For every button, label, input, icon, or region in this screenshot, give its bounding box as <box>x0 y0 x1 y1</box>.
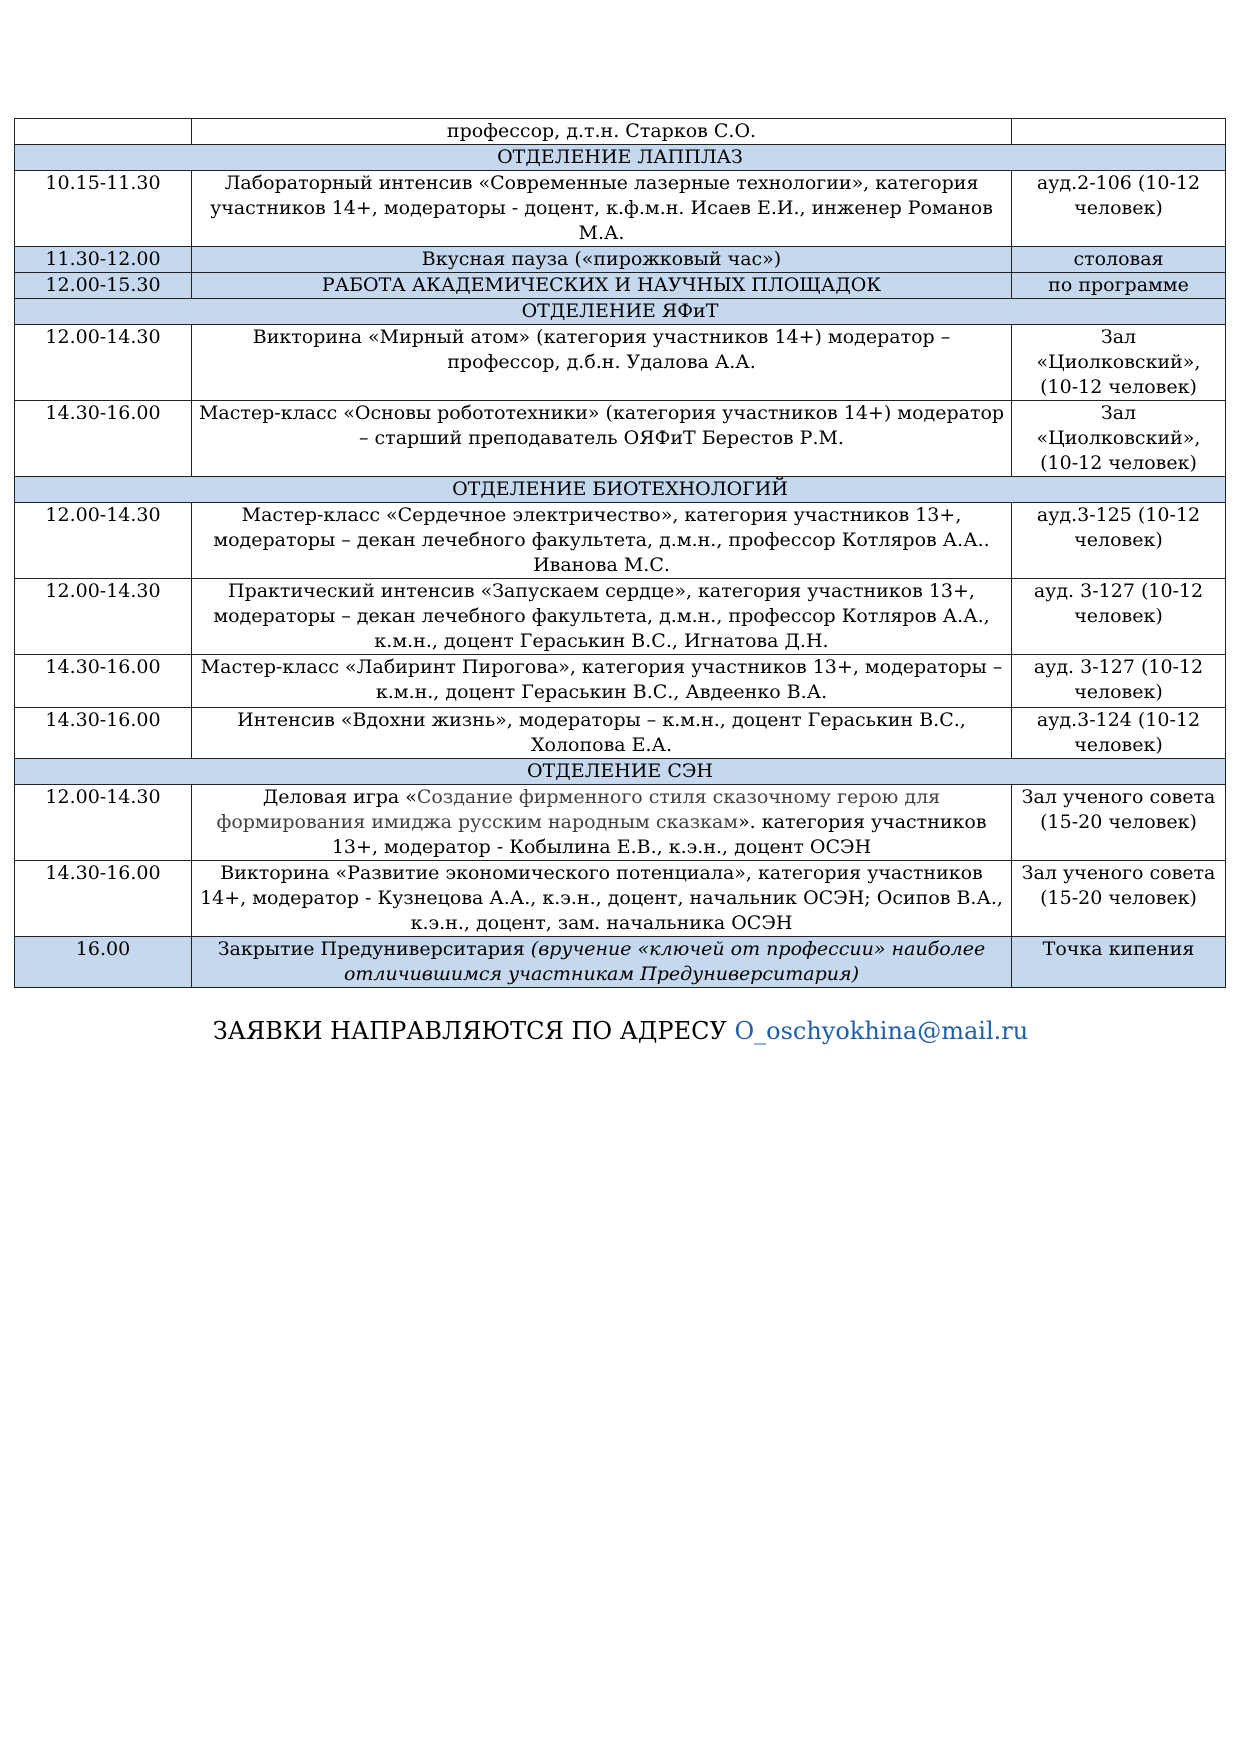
time-cell: 10.15-11.30 <box>15 171 192 247</box>
place-cell: Зал «Циолковский», (10-12 человек) <box>1012 401 1226 477</box>
place-cell: столовая <box>1012 247 1226 273</box>
description-cell: Практический интенсив «Запускаем сердце», категория участников 13+, модераторы – декан лечебного факультета, д.м.н., профессор Котляров А.А., к.м.н., доцент Гераськин В.С., Игнатова Д.Н. <box>192 579 1012 655</box>
description-title: Создание фирменного стиля сказочному герою для формирования имиджа русским народным сказкам <box>216 786 941 833</box>
description-cell: РАБОТА АКАДЕМИЧЕСКИХ И НАУЧНЫХ ПЛОЩАДОК <box>192 273 1012 299</box>
place-cell <box>1012 119 1226 145</box>
section-title: ОТДЕЛЕНИЕ СЭН <box>15 759 1226 785</box>
time-cell: 14.30-16.00 <box>15 401 192 477</box>
schedule-row <box>15 273 1226 299</box>
section-header-row <box>15 299 1226 325</box>
time-cell: 12.00-14.30 <box>15 579 192 655</box>
schedule-row <box>15 937 1226 988</box>
place-cell: ауд. 3-127 (10-12 человек) <box>1012 655 1226 708</box>
description-cell: профессор, д.т.н. Старков С.О. <box>192 119 1012 145</box>
place-cell: по программе <box>1012 273 1226 299</box>
description-cell: Мастер-класс «Основы робототехники» (категория участников 14+) модератор – старший преподаватель ОЯФиТ Берестов Р.М. <box>192 401 1012 477</box>
place-cell: ауд. 3-127 (10-12 человек) <box>1012 579 1226 655</box>
description-cell <box>192 785 1012 861</box>
schedule-row <box>15 119 1226 145</box>
time-cell <box>15 119 192 145</box>
section-title: ОТДЕЛЕНИЕ ЯФиТ <box>15 299 1226 325</box>
description-cell <box>192 937 1012 988</box>
description-cell: Лабораторный интенсив «Современные лазерные технологии», категория участников 14+, модераторы - доцент, к.ф.м.н. Исаев Е.И., инженер Романов М.А. <box>192 171 1012 247</box>
description-cell: Вкусная пауза («пирожковый час») <box>192 247 1012 273</box>
schedule-table <box>14 118 1226 988</box>
description-cell: Мастер-класс «Лабиринт Пирогова», категория участников 13+, модераторы – к.м.н., доцент Гераськин В.С., Авдеенко В.А. <box>192 655 1012 708</box>
place-cell: ауд.2-106 (10-12 человек) <box>1012 171 1226 247</box>
schedule-row <box>15 655 1226 708</box>
place-cell: ауд.3-125 (10-12 человек) <box>1012 503 1226 579</box>
schedule-row <box>15 579 1226 655</box>
time-cell: 16.00 <box>15 937 192 988</box>
schedule-row <box>15 708 1226 759</box>
time-cell: 12.00-14.30 <box>15 785 192 861</box>
time-cell: 14.30-16.00 <box>15 861 192 937</box>
schedule-row <box>15 247 1226 273</box>
schedule-row <box>15 861 1226 937</box>
description-cell: Викторина «Развитие экономического потенциала», категория участников 14+, модератор - Кузнецова А.А., к.э.н., доцент, начальник ОСЭН; Осипов В.А., к.э.н., доцент, зам. начальника ОСЭН <box>192 861 1012 937</box>
time-cell: 11.30-12.00 <box>15 247 192 273</box>
footer-email-link[interactable]: O_oschyokhina@mail.ru <box>734 1017 1029 1045</box>
section-title: ОТДЕЛЕНИЕ ЛАППЛАЗ <box>15 145 1226 171</box>
schedule-row <box>15 503 1226 579</box>
section-title: ОТДЕЛЕНИЕ БИОТЕХНОЛОГИЙ <box>15 477 1226 503</box>
place-cell: Зал «Циолковский», (10-12 человек) <box>1012 325 1226 401</box>
description-italic: (вручение «ключей от профессии» наиболее отличившимся участникам Предуниверситария) <box>343 938 986 985</box>
section-header-row <box>15 477 1226 503</box>
place-cell: Зал ученого совета (15-20 человек) <box>1012 785 1226 861</box>
description-text: Деловая игра « <box>262 786 417 808</box>
description-text: ». категория участников 13+, модератор - Кобылина Е.В., к.э.н., доцент ОСЭН <box>331 811 987 858</box>
time-cell: 12.00-15.30 <box>15 273 192 299</box>
section-header-row <box>15 145 1226 171</box>
description-cell: Интенсив «Вдохни жизнь», модераторы – к.м.н., доцент Гераськин В.С., Холопова Е.А. <box>192 708 1012 759</box>
description-cell: Викторина «Мирный атом» (категория участников 14+) модератор – профессор, д.б.н. Удалова А.А. <box>192 325 1012 401</box>
schedule-row <box>15 785 1226 861</box>
place-cell: ауд.3-124 (10-12 человек) <box>1012 708 1226 759</box>
time-cell: 12.00-14.30 <box>15 325 192 401</box>
place-cell: Зал ученого совета (15-20 человек) <box>1012 861 1226 937</box>
schedule-row <box>15 171 1226 247</box>
section-header-row <box>15 759 1226 785</box>
description-cell: Мастер-класс «Сердечное электричество», категория участников 13+, модераторы – декан лечебного факультета, д.м.н., профессор Котляров А.А.. Иванова М.С. <box>192 503 1012 579</box>
schedule-row <box>15 401 1226 477</box>
place-cell: Точка кипения <box>1012 937 1226 988</box>
footer-note <box>0 1017 1241 1045</box>
time-cell: 14.30-16.00 <box>15 655 192 708</box>
time-cell: 12.00-14.30 <box>15 503 192 579</box>
description-text: Закрытие Предуниверситария <box>217 938 525 960</box>
time-cell: 14.30-16.00 <box>15 708 192 759</box>
schedule-row <box>15 325 1226 401</box>
footer-text: ЗАЯВКИ НАПРАВЛЯЮТСЯ ПО АДРЕСУ <box>212 1017 727 1045</box>
